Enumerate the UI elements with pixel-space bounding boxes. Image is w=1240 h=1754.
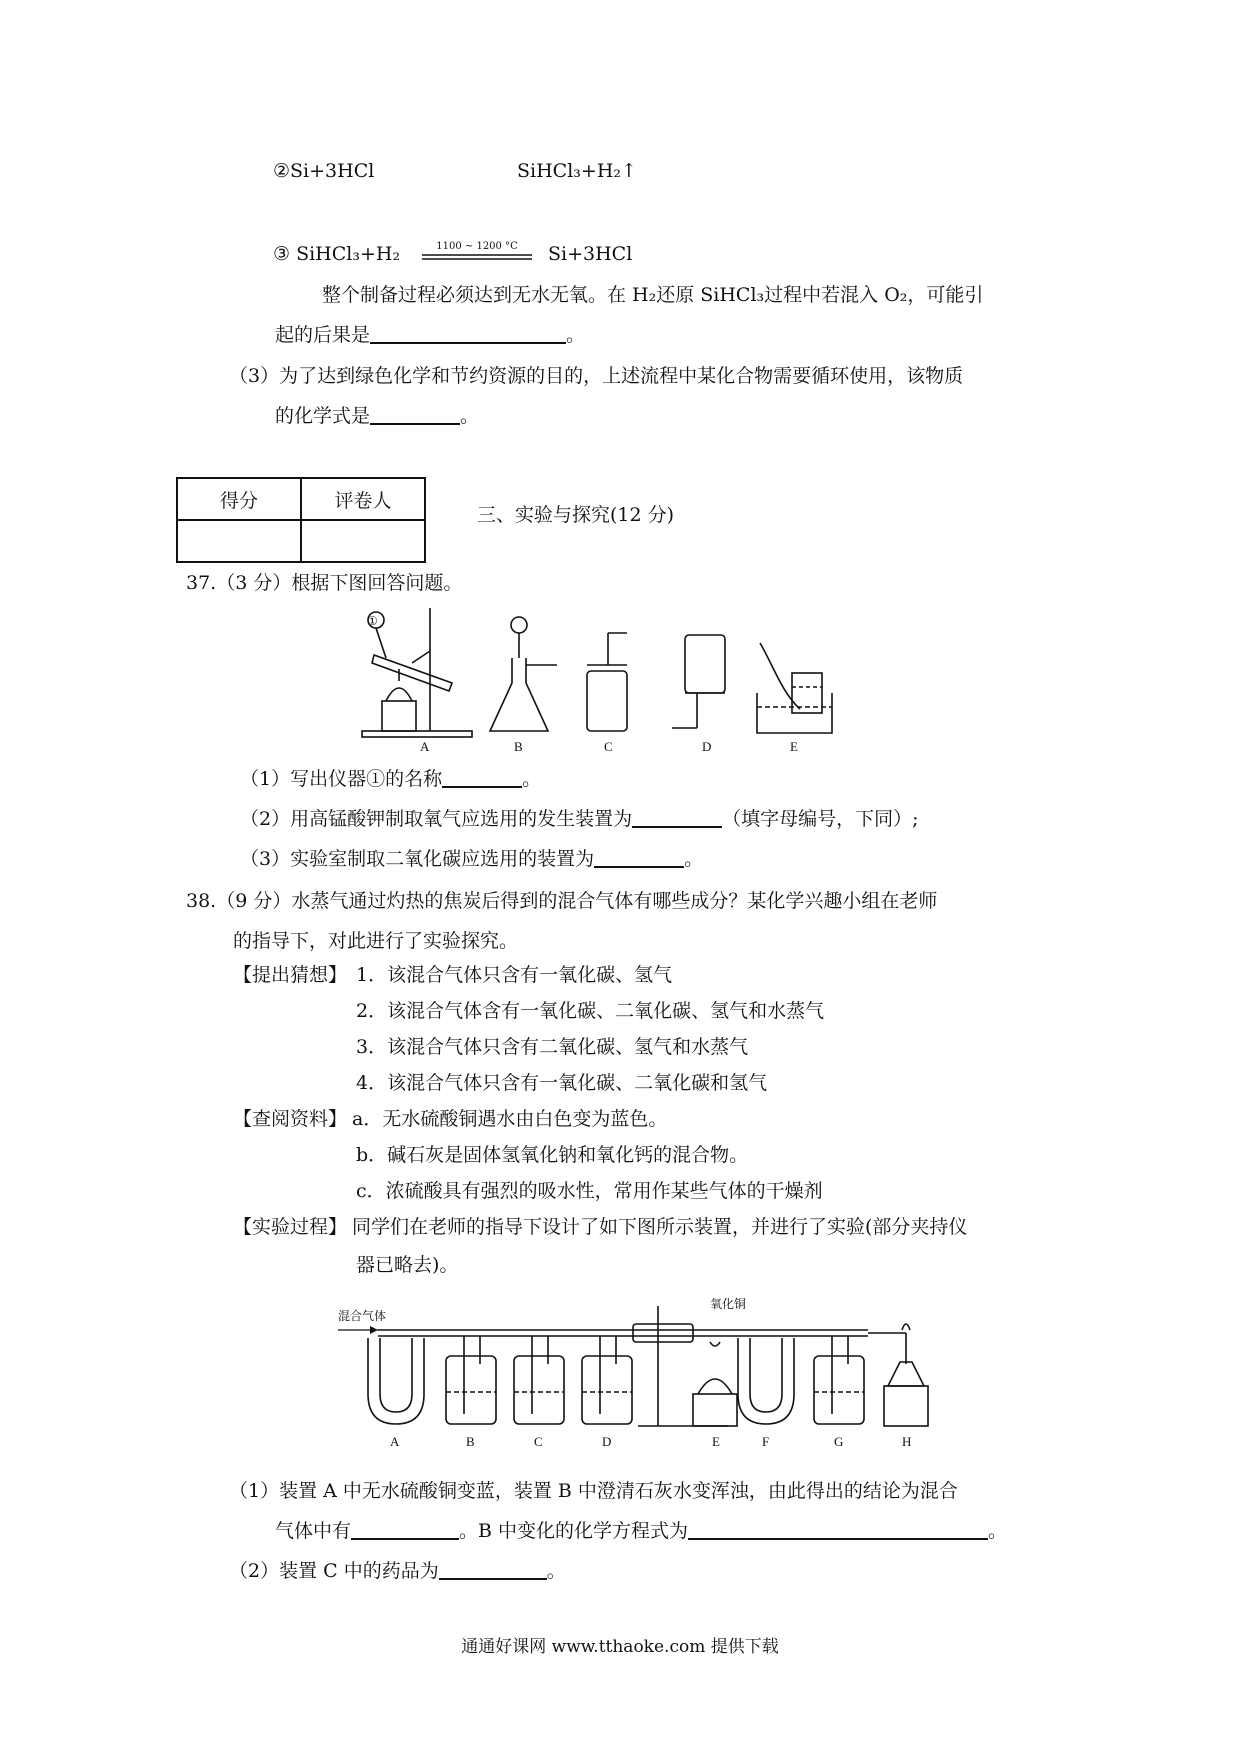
answer-blank[interactable] [594,848,684,868]
q36-p2-line2 [275,324,585,347]
ref-label: 【查阅资料】 [233,1108,348,1130]
q37-s2-text: （2）用高锰酸钾制取氧气应选用的发生装置为 [240,808,633,830]
ref-c: c．浓硫酸具有强烈的吸水性，常用作某些气体的干燥剂 [356,1180,823,1202]
fig2-label-d: D [602,1434,612,1449]
guess-label: 【提出猜想】 [233,964,348,986]
fig2-label-g: G [834,1434,844,1449]
fig2-label-b: B [466,1434,475,1449]
q38-s2-end: 。 [546,1560,566,1582]
q36-p3-line1: （3）为了达到绿色化学和节约资源的目的，上述流程中某化合物需要循环使用，该物质 [229,365,964,387]
q36-p2-line1: 整个制备过程必须达到无水无氧。在 H₂还原 SiHCl₃过程中若混入 O₂，可能引 [322,284,984,306]
section-title: 三、实验与探究(12 分) [477,504,675,526]
answer-blank[interactable] [370,324,566,344]
fig-label-e: E [790,739,798,753]
q38-s2-text: （2）装置 C 中的药品为 [229,1560,439,1582]
score-cell[interactable] [177,520,301,562]
fig2-label-e: E [712,1434,720,1449]
page-footer: 通通好课网 www.tthaoke.com 提供下载 [461,1637,779,1657]
q37-s3 [240,848,703,871]
fig-label-c: C [604,739,613,753]
score-table [176,477,426,563]
score-header: 得分 [177,478,301,520]
q36-p3-line2-text: 的化学式是 [275,405,371,427]
q36-p3-end: 。 [460,405,480,427]
q37-apparatus-figure [352,603,912,753]
reaction-3-left: ③ SiHCl₃+H₂ [273,243,401,265]
guess-1: 1．该混合气体只含有一氧化碳、氢气 [356,964,673,986]
guess-2: 2．该混合气体含有一氧化碳、二氧化碳、氢气和水蒸气 [356,1000,825,1022]
reaction-3-right: Si+3HCl [548,243,633,265]
reaction-2-left: ②Si+3HCl [273,160,375,182]
answer-blank[interactable] [632,808,722,828]
q37-s3-end: 。 [684,848,704,870]
proc-line1: 同学们在老师的指导下设计了如下图所示装置，并进行了实验(部分夹持仪 [352,1216,968,1238]
fig2-label-a: A [390,1434,400,1449]
q37-marker: ① [367,614,378,628]
gas-inlet-label: 混合气体 [338,1309,387,1323]
reaction-2-right: SiHCl₃+H₂↑ [517,160,637,182]
grader-header: 评卷人 [301,478,425,520]
guess-3: 3．该混合气体只含有二氧化碳、氢气和水蒸气 [356,1036,749,1058]
q36-p2-end: 。 [566,324,586,346]
cuo-label: 氧化铜 [710,1297,747,1311]
q36-p3-line2 [275,405,479,428]
q37-s1-text: （1）写出仪器①的名称 [240,768,443,790]
fig-label-d: D [702,739,712,753]
q37-s1-end: 。 [522,768,542,790]
q38-apparatus-figure [338,1294,998,1452]
answer-blank[interactable] [439,1560,547,1580]
proc-label: 【实验过程】 [233,1216,348,1238]
grader-cell[interactable] [301,520,425,562]
q37-s1 [240,768,541,791]
q38-stem-line1: 38.（9 分）水蒸气通过灼热的焦炭后得到的混合气体有哪些成分？某化学兴趣小组在老师 [186,890,938,912]
answer-blank[interactable] [688,1520,988,1540]
answer-blank[interactable] [442,768,522,788]
q38-s1-line1: （1）装置 A 中无水硫酸铜变蓝，装置 B 中澄清石灰水变浑浊，由此得出的结论为混合 [229,1480,958,1502]
proc-line2: 器已略去)。 [356,1254,459,1276]
reaction-3-condition-text: 1100 ~ 1200 °C [436,241,518,252]
reaction-3-condition [420,241,534,261]
fig2-label-f: F [762,1434,770,1449]
ref-b: b．碱石灰是固体氢氧化钠和氧化钙的混合物。 [356,1144,749,1166]
q38-s1-line2 [275,1520,1007,1543]
q37-s2 [240,808,919,831]
q38-s1-text-b: 气体中有 [275,1520,352,1542]
ref-a: a．无水硫酸铜遇水由白色变为蓝色。 [352,1108,668,1130]
fig2-label-h: H [902,1434,912,1449]
q36-p2-line2-text: 起的后果是 [275,324,371,346]
q37-s2-text-b: （填字母编号，下同）; [722,808,919,830]
q38-s1-end: 。 [988,1520,1008,1542]
q37-s3-text: （3）实验室制取二氧化碳应选用的装置为 [240,848,595,870]
q38-stem-line2: 的指导下，对此进行了实验探究。 [233,930,519,952]
answer-blank[interactable] [370,405,460,425]
equals-sign [420,253,534,261]
fig2-label-c: C [534,1434,543,1449]
fig-label-a: A [420,739,430,753]
answer-blank[interactable] [351,1520,459,1540]
q38-s1-text-c: 。B 中变化的化学方程式为 [459,1520,689,1542]
q37-stem: 37.（3 分）根据下图回答问题。 [186,572,463,594]
fig-label-b: B [514,739,523,753]
guess-4: 4．该混合气体只含有一氧化碳、二氧化碳和氢气 [356,1072,768,1094]
q38-s2 [229,1560,566,1583]
